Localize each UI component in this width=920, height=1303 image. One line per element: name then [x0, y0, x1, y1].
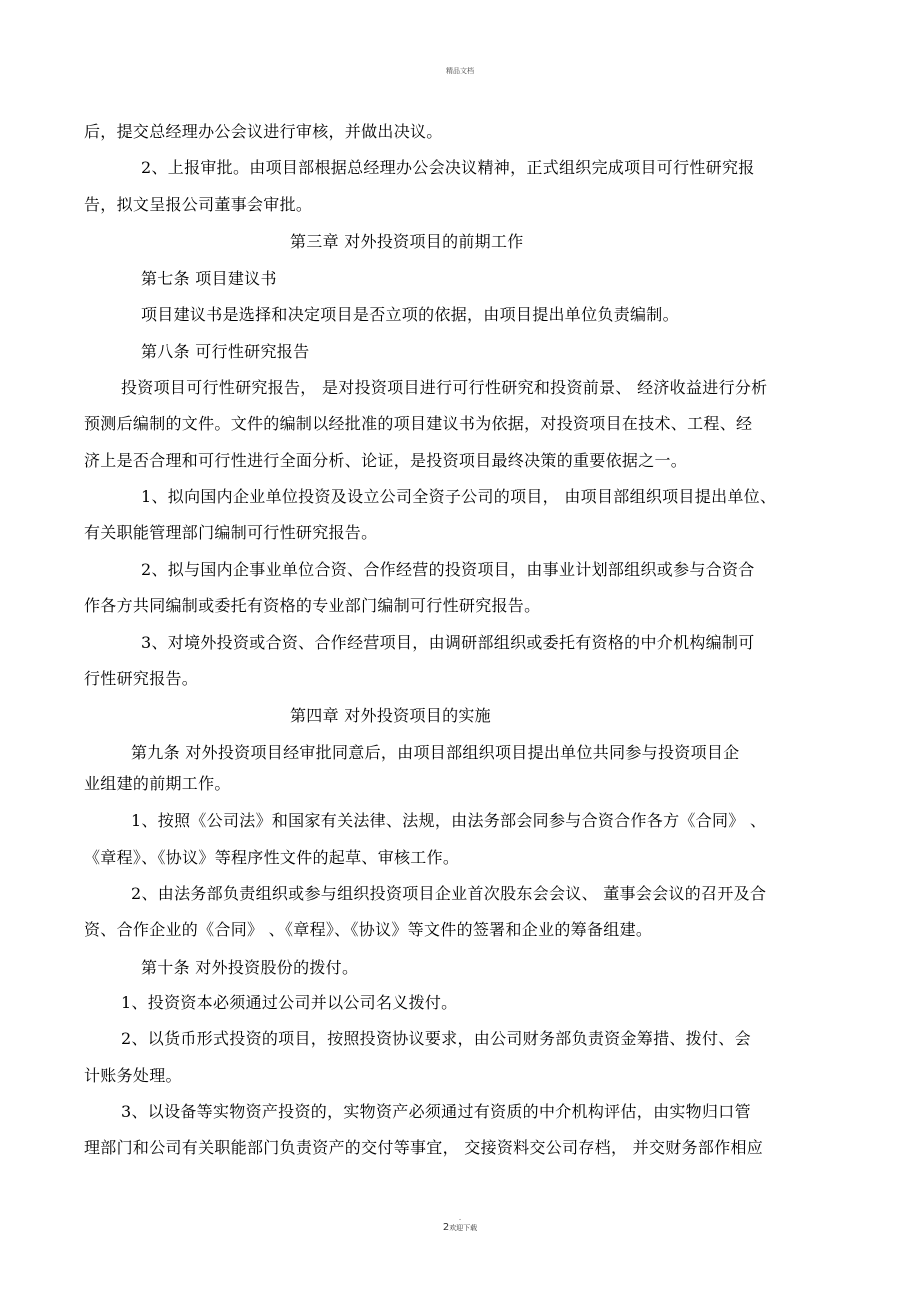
body-line: 作各方共同编制或委托有资格的专业部门编制可行性研究报告。	[84, 596, 541, 615]
body-line: 理部门和公司有关职能部门负责资产的交付等事宜， 交接资料交公司存档， 并交财务部作相应	[84, 1138, 764, 1157]
body-line: 业组建的前期工作。	[84, 774, 231, 793]
body-line: 《章程》、《协议》等程序性文件的起草、审核工作。	[84, 848, 460, 867]
body-line: 3、以设备等实物资产投资的，实物资产必须通过有资质的中介机构评估，由实物归口管	[121, 1102, 751, 1121]
body-line: 第九条 对外投资项目经审批同意后，由项目部组织项目提出单位共同参与投资项目企	[131, 743, 740, 762]
body-line: 资、合作企业的《合同》 、《章程》、《协议》等文件的签署和企业的筹备组建。	[84, 920, 653, 939]
body-line: 1、拟向国内企业单位投资及设立公司全资子公司的项目， 由项目部组织项目提出单位、	[141, 487, 777, 506]
page-number: 2	[442, 1222, 450, 1233]
page-header: 精品文档	[446, 67, 474, 75]
chapter-heading: 第四章 对外投资项目的实施	[290, 706, 491, 725]
body-line: 计账务处理。	[84, 1066, 182, 1085]
chapter-heading: 第三章 对外投资项目的前期工作	[290, 232, 524, 251]
article-heading: 第七条 项目建议书	[141, 269, 277, 288]
footer-text: 欢迎下载	[449, 1224, 478, 1232]
body-line: 投资项目可行性研究报告， 是对投资项目进行可行性研究和投资前景、 经济收益进行分析	[121, 378, 768, 397]
body-line: 项目建议书是选择和决定项目是否立项的依据，由项目提出单位负责编制。	[141, 305, 679, 324]
body-line: 告，拟文呈报公司董事会审批。	[84, 195, 313, 214]
body-line: 2、由法务部负责组织或参与组织投资项目企业首次股东会会议、 董事会会议的召开及合	[131, 884, 767, 903]
body-line: 3、对境外投资或合资、合作经营项目，由调研部组织或委托有资格的中介机构编制可	[141, 633, 755, 652]
body-line: 2、拟与国内企事业单位合资、合作经营的投资项目，由事业计划部组织或参与合资合	[141, 560, 755, 579]
page-footer	[0, 1222, 920, 1233]
article-heading: 第八条 可行性研究报告	[141, 342, 310, 361]
body-line: 行性研究报告。	[84, 669, 199, 688]
body-line: 2、上报审批。由项目部根据总经理办公会决议精神，正式组织完成项目可行性研究报	[141, 158, 755, 177]
body-line: 济上是否合理和可行性进行全面分析、论证，是投资项目最终决策的重要依据之一。	[84, 451, 688, 470]
body-line: 1、按照《公司法》和国家有关法律、法规，由法务部会同参与合资合作各方《合同》 、	[131, 811, 767, 830]
body-line: 有关职能管理部门编制可行性研究报告。	[84, 523, 378, 542]
article-heading: 第十条 对外投资股份的拨付。	[141, 958, 359, 977]
body-line: 预测后编制的文件。文件的编制以经批准的项目建议书为依据，对投资项目在技术、工程、经	[84, 414, 753, 433]
body-line: 后，提交总经理办公会议进行审核，并做出决议。	[84, 122, 443, 141]
body-line: 1、投资资本必须通过公司并以公司名义拨付。	[121, 993, 458, 1012]
footer-dot: .	[458, 1213, 462, 1222]
body-line: 2、以货币形式投资的项目，按照投资协议要求，由公司财务部负责资金筹措、拨付、会	[121, 1029, 751, 1048]
